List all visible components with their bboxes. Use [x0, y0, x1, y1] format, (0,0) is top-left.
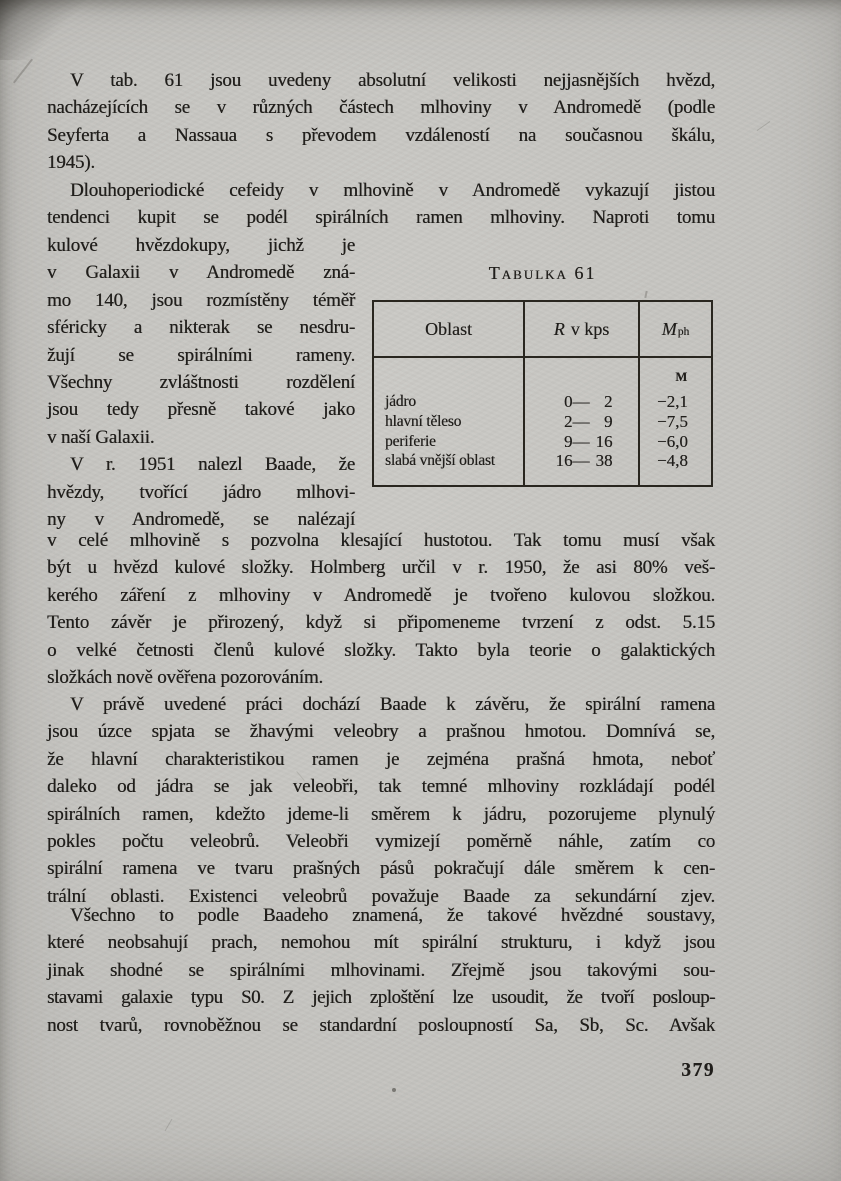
text-line: v naší Galaxii. — [47, 426, 155, 448]
paragraph-baade — [47, 691, 715, 910]
text-line: o velké četnosti členů kulové složky. Takto byla teorie o galaktických — [47, 639, 715, 661]
paper-speck — [644, 291, 647, 298]
text-line: V r. 1951 nalezl Baade, že — [70, 454, 355, 476]
text-line: spirálních ramen, kdežto jdeme-li směrem k jádru, pozorujeme plynulý — [47, 803, 715, 825]
table-column-radius — [525, 358, 640, 485]
range-dash: — — [572, 451, 590, 471]
paper-fiber — [757, 121, 771, 131]
range-to: 9 — [604, 411, 613, 431]
table-body — [374, 358, 711, 485]
range-to: 16 — [595, 431, 613, 451]
paper-fiber — [165, 1119, 173, 1132]
text-line: kulové hvězdokupy, jichž je — [47, 235, 355, 256]
paragraph-left-column — [47, 232, 355, 533]
table-cell — [525, 412, 638, 432]
column-header-mph — [640, 302, 711, 356]
table-cell: −2,1 — [657, 392, 688, 411]
r-symbol: R — [553, 318, 565, 339]
text-line: být u hvězd kulové složky. Holmberg určil v r. 1950, že asi 80% veš- — [47, 557, 715, 579]
text-line: sféricky a nikterak se nesdru- — [47, 317, 355, 339]
table-caption: Tabulka 61 — [488, 263, 597, 283]
table-cell — [525, 432, 638, 452]
text-line: jinak shodné se spirálními mlhovinami. Zřejmě jsou takovými sou- — [47, 959, 715, 981]
text-line: Všechno to podle Baadeho znamená, že takové hvězdné soustavy, — [70, 905, 715, 926]
column-header-oblast: Oblast — [374, 302, 525, 356]
text-line: stavami galaxie typu S0. Z jejich zploštění lze usoudit, že tvoří posloup- — [47, 987, 715, 1009]
text-line: daleko od jádra se jak veleobři, tak temné mlhoviny rozkládají podél — [47, 776, 715, 798]
text-line: složkách nově ověřena pozorováním. — [47, 667, 323, 689]
table-cell: periferie — [385, 432, 436, 450]
text-line: V tab. 61 jsou uvedeny absolutní velikosti nejjasnějších hvězd, — [70, 70, 715, 91]
text-line: trální oblasti. Existenci veleobrů považuje Baade za sekundární zjev. — [47, 885, 715, 907]
paper-speck — [392, 1088, 396, 1092]
range-to: 38 — [595, 451, 613, 471]
range-from: 9 — [564, 431, 573, 451]
table-cell: −4,8 — [657, 451, 688, 471]
text-line: v celé mlhovině s pozvolna klesající hustotou. Tak tomu musí však — [47, 530, 715, 551]
text-line: které neobsahují prach, nemohou mít spirální strukturu, i když jsou — [47, 932, 715, 954]
table-cell — [525, 451, 638, 471]
text-line: 1945). — [47, 152, 95, 174]
text-line: pokles počtu veleobrů. Veleobři vymizejí poměrně náhle, zatím co — [47, 831, 715, 853]
range-from: 16 — [555, 451, 573, 471]
table-cell: −7,5 — [657, 411, 688, 431]
text-line: že hlavní charakteristikou ramen je zejména prašná hmota, neboť — [47, 748, 715, 770]
table-cell — [525, 392, 638, 412]
column-header-r-kps — [525, 302, 640, 356]
magnitude-unit-label: M — [675, 370, 688, 384]
table-header-row — [374, 302, 711, 358]
text-line: V právě uvedené práci dochází Baade k závěru, že spirální ramena — [70, 694, 715, 715]
text-line: Všechny zvláštnosti rozdělení — [47, 372, 355, 394]
m-symbol: M — [661, 318, 677, 339]
table-column-magnitude — [640, 358, 711, 485]
text-line: spirální ramena ve tvaru prašných pásů pokračují dále směrem k cen- — [47, 858, 715, 880]
page-number: 379 — [681, 1060, 715, 1081]
data-table — [372, 300, 713, 487]
range-to: 2 — [604, 392, 613, 411]
text-line: tendenci kupit se podél spirálních ramen mlhoviny. Naproti tomu — [47, 207, 715, 229]
m-subscript: ph — [677, 326, 690, 338]
range-from: 2 — [564, 411, 573, 431]
table-column-oblast — [374, 358, 525, 485]
text-line: nacházejících se v různých částech mlhoviny v Andromedě (podle — [47, 97, 715, 119]
table-cell: hlavní těleso — [385, 412, 462, 430]
range-from: 0 — [564, 392, 573, 411]
text-line: jsou úzce spjata se žhavými veleobry a prašnou hmotou. Domnívá se, — [47, 721, 715, 743]
paragraph-continuation — [47, 527, 715, 691]
table-cell: jádro — [385, 393, 416, 410]
table-cell: −6,0 — [657, 431, 688, 451]
text-line: Dlouhoperiodické cefeidy v mlhovině v Andromedě vykazují jistou — [70, 179, 715, 201]
range-dash: — — [572, 411, 590, 431]
text-line: Seyferta a Nassaua s převodem vzdáleností na současnou škálu, — [47, 124, 715, 146]
range-dash: — — [572, 431, 590, 451]
table-cell: slabá vnější oblast — [385, 452, 495, 470]
r-unit-text: v kps — [570, 318, 610, 339]
paper-scratch — [13, 59, 33, 84]
text-line: ny v Andromedě, se nalézají — [47, 509, 355, 531]
text-line: kerého záření z mlhoviny v Andromedě je tvořeno kulovou složkou. — [47, 584, 715, 606]
text-line: Tento závěr je přirozený, když si připomeneme tvrzení z odst. 5.15 — [47, 612, 715, 634]
paragraph-conclusion — [47, 902, 715, 1039]
text-line: jsou tedy přesně takové jako — [47, 399, 355, 421]
text-line: hvězdy, tvořící jádro mlhovi- — [47, 481, 355, 503]
paragraph-intro — [47, 67, 715, 231]
range-dash: — — [572, 392, 590, 411]
text-line: v Galaxii v Andromedě zná- — [47, 262, 355, 284]
text-line: žují se spirálními rameny. — [47, 344, 355, 366]
text-line: mo 140, jsou rozmístěny téměř — [47, 289, 355, 311]
text-line: nost tvarů, rovnoběžnou se standardní posloupností Sa, Sb, Sc. Avšak — [47, 1014, 715, 1036]
